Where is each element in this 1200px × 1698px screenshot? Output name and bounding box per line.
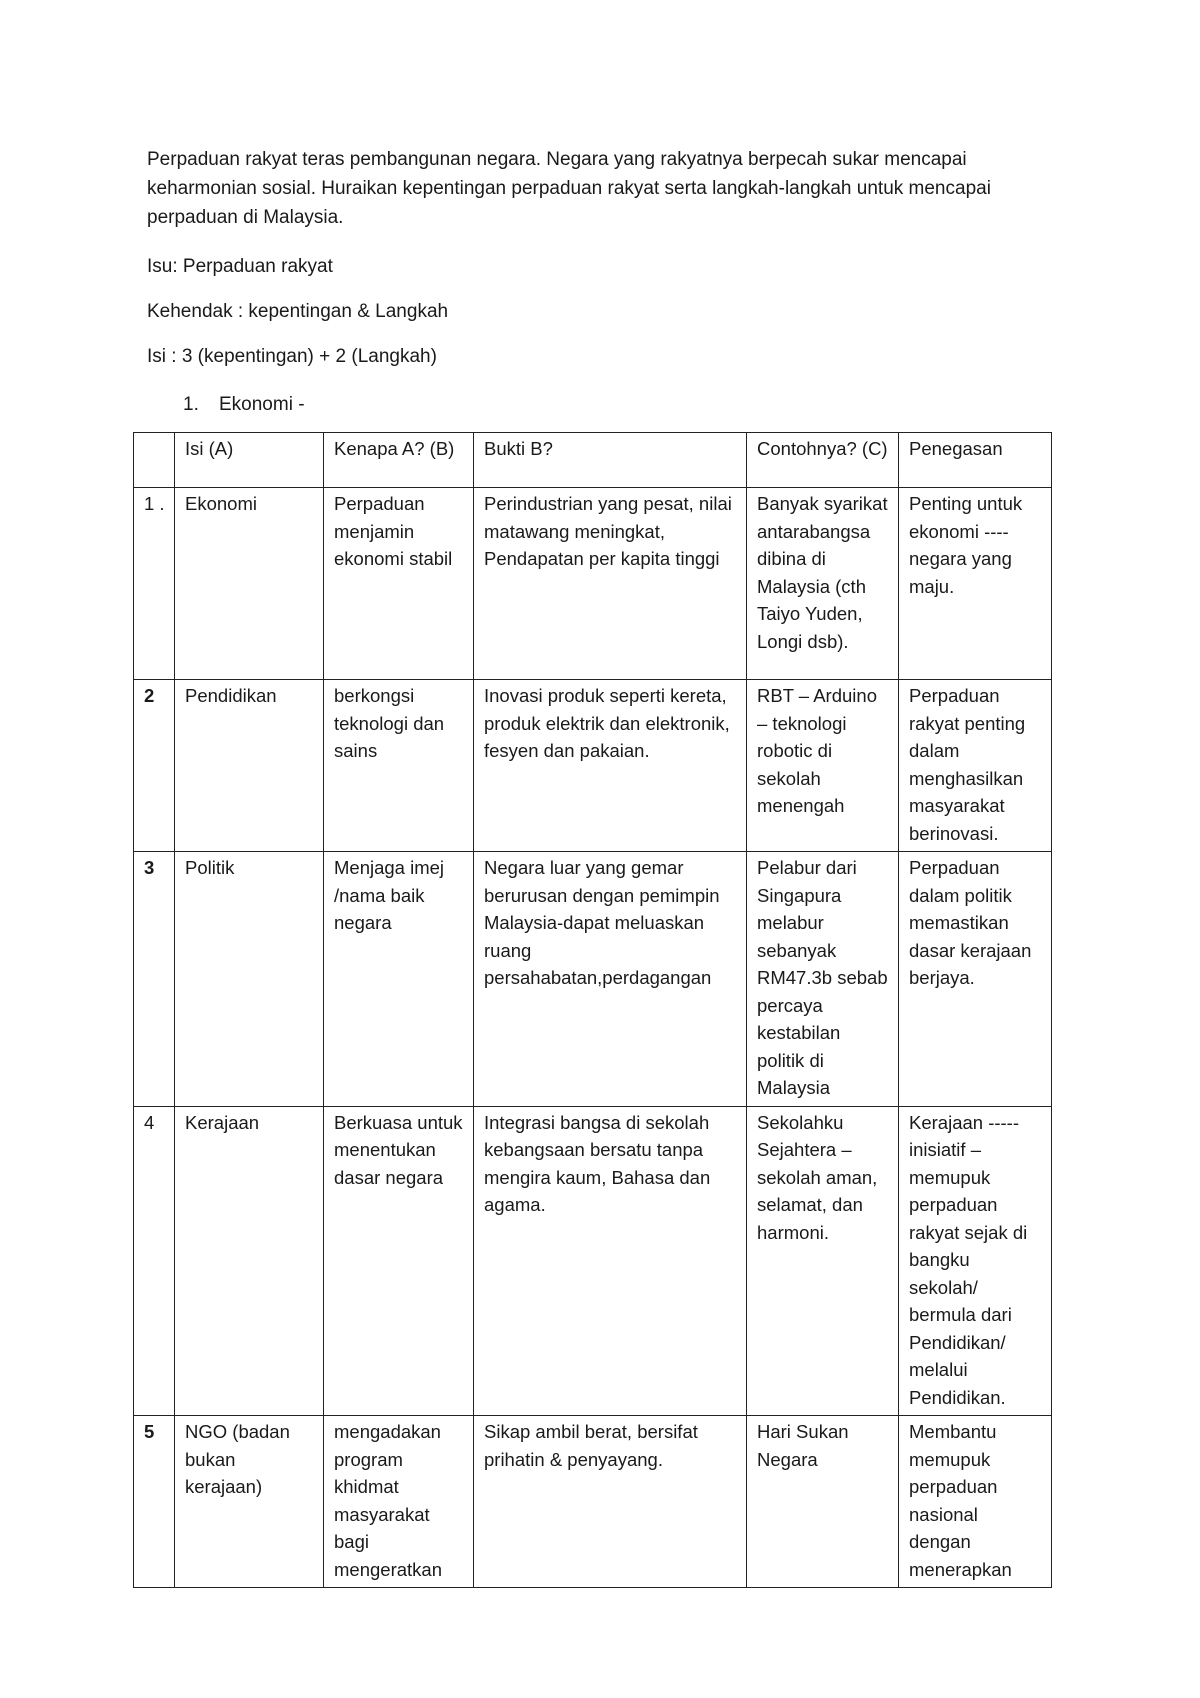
table-row (134, 1106, 1052, 1416)
cell-bukti: Sikap ambil berat, bersifat prihatin & penyayang. (474, 1416, 747, 1588)
row-number: 3 (134, 852, 175, 1107)
row-number: 2 (134, 680, 175, 852)
cell-isi: Politik (175, 852, 324, 1107)
row-number: 5 (134, 1416, 175, 1588)
question-line-3: perpaduan di Malaysia. (147, 207, 344, 228)
isu-line: Isu: Perpaduan rakyat (147, 256, 333, 277)
question-paragraph (147, 145, 1067, 232)
header-isi: Isi (A) (175, 433, 324, 488)
cell-penegasan: Perpaduan rakyat penting dalam menghasilkan masyarakat berinovasi. (899, 680, 1052, 852)
header-bukti: Bukti B? (474, 433, 747, 488)
table-row (134, 1416, 1052, 1588)
question-line-2: keharmonian sosial. Huraikan kepentingan perpaduan rakyat serta langkah-langkah untuk mencapai (147, 178, 991, 199)
cell-isi: Ekonomi (175, 488, 324, 680)
list-item-text: Ekonomi - (219, 394, 305, 415)
table-row (134, 680, 1052, 852)
cell-penegasan: Kerajaan -----inisiatif – memupuk perpaduan rakyat sejak di bangku sekolah/ bermula dari Pendidikan/ melalui Pendidikan. (899, 1106, 1052, 1416)
cell-bukti: Inovasi produk seperti kereta, produk elektrik dan elektronik, fesyen dan pakaian. (474, 680, 747, 852)
header-kenapa: Kenapa A? (B) (324, 433, 474, 488)
cell-kenapa: Menjaga imej /nama baik negara (324, 852, 474, 1107)
cell-isi: Pendidikan (175, 680, 324, 852)
row-number: 1 . (134, 488, 175, 680)
cell-bukti: Integrasi bangsa di sekolah kebangsaan bersatu tanpa mengira kaum, Bahasa dan agama. (474, 1106, 747, 1416)
cell-contoh: Sekolahku Sejahtera – sekolah aman, selamat, dan harmoni. (747, 1106, 899, 1416)
header-contoh: Contohnya? (C) (747, 433, 899, 488)
isi-line: Isi : 3 (kepentingan) + 2 (Langkah) (147, 346, 437, 367)
cell-isi: Kerajaan (175, 1106, 324, 1416)
table-header-row (134, 433, 1052, 488)
table-row (134, 852, 1052, 1107)
cell-penegasan: Perpaduan dalam politik memastikan dasar kerajaan berjaya. (899, 852, 1052, 1107)
cell-kenapa: Perpaduan menjamin ekonomi stabil (324, 488, 474, 680)
header-penegasan: Penegasan (899, 433, 1052, 488)
cell-contoh: RBT – Arduino – teknologi robotic di sekolah menengah (747, 680, 899, 852)
header-number (134, 433, 175, 488)
cell-kenapa: mengadakan program khidmat masyarakat bagi mengeratkan (324, 1416, 474, 1588)
cell-penegasan: Membantu memupuk perpaduan nasional dengan menerapkan (899, 1416, 1052, 1588)
cell-contoh: Banyak syarikat antarabangsa dibina di Malaysia (cth Taiyo Yuden, Longi dsb). (747, 488, 899, 680)
row-number: 4 (134, 1106, 175, 1416)
cell-kenapa: berkongsi teknologi dan sains (324, 680, 474, 852)
cell-bukti: Perindustrian yang pesat, nilai matawang meningkat, Pendapatan per kapita tinggi (474, 488, 747, 680)
cell-penegasan: Penting untuk ekonomi ----negara yang maju. (899, 488, 1052, 680)
question-line-1: Perpaduan rakyat teras pembangunan negara. Negara yang rakyatnya berpecah sukar mencapai (147, 149, 967, 170)
cell-bukti: Negara luar yang gemar berurusan dengan pemimpin Malaysia-dapat meluaskan ruang persahabatan,perdagangan (474, 852, 747, 1107)
list-item-number: 1. (183, 394, 199, 415)
cell-kenapa: Berkuasa untuk menentukan dasar negara (324, 1106, 474, 1416)
numbered-list-item (183, 390, 305, 419)
kehendak-line: Kehendak : kepentingan & Langkah (147, 301, 449, 322)
table-row (134, 488, 1052, 680)
cell-isi: NGO (badan bukan kerajaan) (175, 1416, 324, 1588)
cell-contoh: Hari Sukan Negara (747, 1416, 899, 1588)
points-table (133, 432, 1052, 1588)
cell-contoh: Pelabur dari Singapura melabur sebanyak RM47.3b sebab percaya kestabilan politik di Malaysia (747, 852, 899, 1107)
